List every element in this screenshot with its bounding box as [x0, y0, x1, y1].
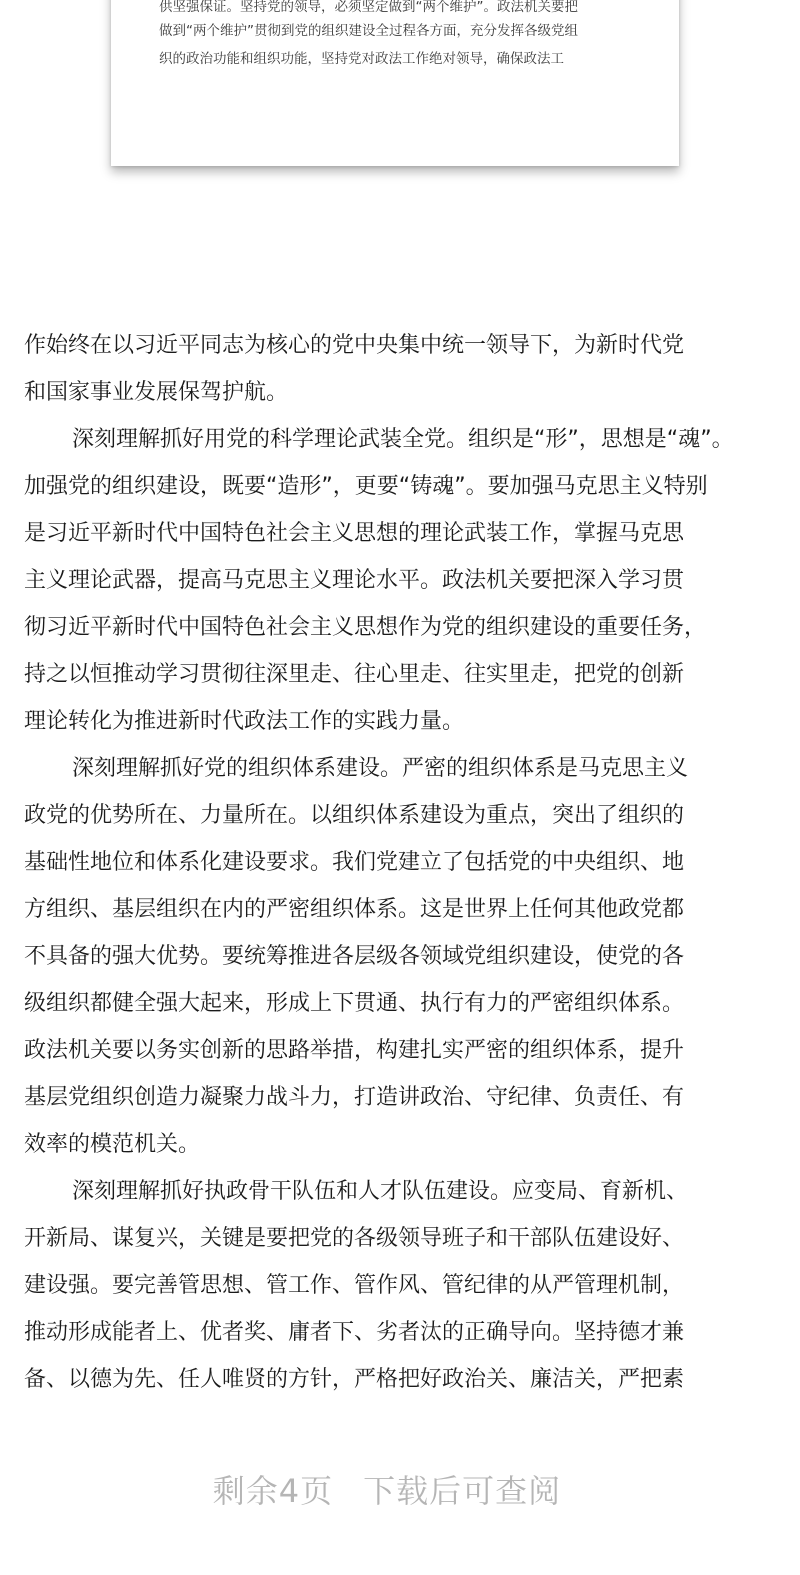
preview-line: 做到“两个维护”贯彻到党的组织建设全过程各方面，充分发挥各级党组 — [159, 23, 578, 39]
document-preview-card — [111, 0, 679, 166]
remaining-pages-label: 剩余4页 — [212, 1472, 334, 1510]
article-body — [24, 322, 784, 1403]
paragraph-start-line: 深刻理解抓好用党的科学理论武装全党。组织是“形”，思想是“魂”。 — [72, 427, 734, 452]
body-line: 持之以恒推动学习贯彻往深里走、往心里走、往实里走，把党的创新 — [24, 662, 685, 687]
body-line: 是习近平新时代中国特色社会主义思想的理论武装工作，掌握马克思 — [24, 521, 685, 546]
body-line: 政党的优势所在、力量所在。以组织体系建设为重点，突出了组织的 — [24, 803, 685, 828]
body-line: 建设强。要完善管思想、管工作、管作风、管纪律的从严管理机制， — [24, 1273, 685, 1298]
body-line: 备、以德为先、任人唯贤的方针，严格把好政治关、廉洁关，严把素 — [24, 1367, 685, 1392]
body-line: 基层党组织创造力凝聚力战斗力，打造讲政治、守纪律、负责任、有 — [24, 1085, 685, 1110]
body-line: 推动形成能者上、优者奖、庸者下、劣者汰的正确导向。坚持德才兼 — [24, 1320, 685, 1345]
body-line: 作始终在以习近平同志为核心的党中央集中统一领导下，为新时代党 — [24, 333, 685, 358]
body-line: 不具备的强大优势。要统筹推进各层级各领域党组织建设，使党的各 — [24, 944, 685, 969]
preview-line: 织的政治功能和组织功能，坚持党对政法工作绝对领导，确保政法工 — [159, 51, 564, 67]
body-line: 和国家事业发展保驾护航。 — [24, 380, 289, 405]
body-line: 开新局、谋复兴，关键是要把党的各级领导班子和干部队伍建设好、 — [24, 1226, 685, 1251]
body-line: 加强党的组织建设，既要“造形”，更要“铸魂”。要加强马克思主义特别 — [24, 474, 708, 499]
body-line: 理论转化为推进新时代政法工作的实践力量。 — [24, 709, 465, 734]
body-line: 主义理论武器，提高马克思主义理论水平。政法机关要把深入学习贯 — [24, 568, 685, 593]
body-line: 政法机关要以务实创新的思路举措，构建扎实严密的组织体系，提升 — [24, 1038, 685, 1063]
download-prompt[interactable] — [0, 1465, 774, 1517]
paragraph-start-line: 深刻理解抓好党的组织体系建设。严密的组织体系是马克思主义 — [72, 756, 689, 781]
body-line: 方组织、基层组织在内的严密组织体系。这是世界上任何其他政党都 — [24, 897, 685, 922]
download-to-view-label[interactable]: 下载后可查阅 — [363, 1472, 562, 1510]
body-line: 效率的模范机关。 — [24, 1132, 201, 1157]
preview-line: 供坚强保证。坚持党的领导，必须坚定做到“两个维护”。政法机关要把 — [159, 0, 578, 15]
body-line: 彻习近平新时代中国特色社会主义思想作为党的组织建设的重要任务， — [24, 615, 707, 640]
body-line: 基础性地位和体系化建设要求。我们党建立了包括党的中央组织、地 — [24, 850, 685, 875]
body-line: 级组织都健全强大起来，形成上下贯通、执行有力的严密组织体系。 — [24, 991, 685, 1016]
paragraph-start-line: 深刻理解抓好执政骨干队伍和人才队伍建设。应变局、育新机、 — [72, 1179, 689, 1204]
